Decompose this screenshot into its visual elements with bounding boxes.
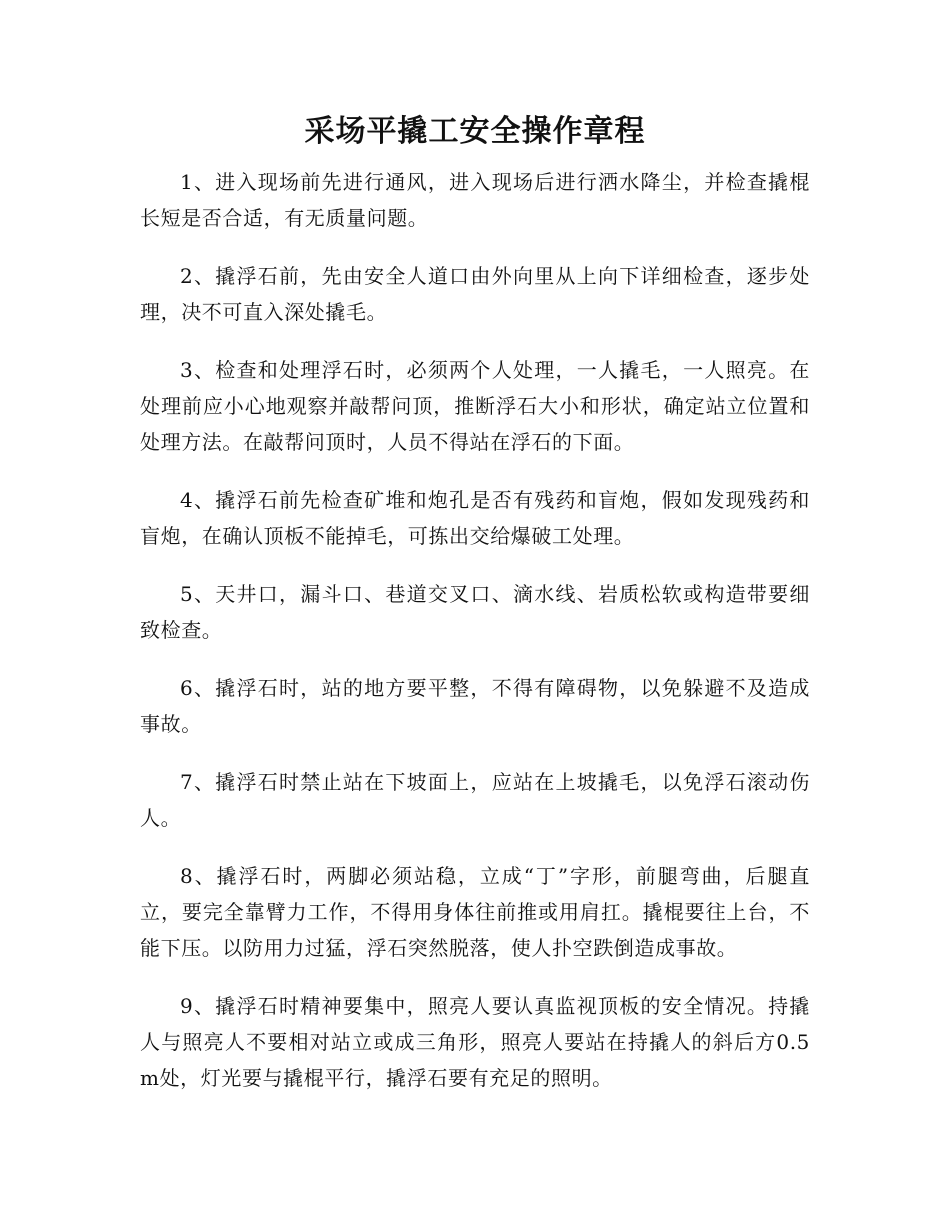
- paragraph-6: 6、撬浮石时，站的地方要平整，不得有障碍物，以免躲避不及造成事故。: [140, 676, 810, 736]
- document-title: 采场平撬工安全操作章程: [304, 114, 646, 149]
- paragraph-8: 8、撬浮石时，两脚必须站稳，立成“丁”字形，前腿弯曲，后腿直立，要完全靠臂力工作，不得用身体往前推或用肩扛。撬棍要往上台，不能下压。以防用力过猛，浮石突然脱落，使人扑空跌倒造成事故。: [140, 864, 810, 960]
- paragraph-2: 2、撬浮石前，先由安全人道口由外向里从上向下详细检查，逐步处理，决不可直入深处撬毛。: [140, 264, 810, 324]
- paragraph-9: 9、撬浮石时精神要集中，照亮人要认真监视顶板的安全情况。持撬人与照亮人不要相对站立或成三角形，照亮人要站在持撬人的斜后方0.5m处，灯光要与撬棍平行，撬浮石要有充足的照明。: [140, 994, 810, 1090]
- paragraph-1: 1、进入现场前先进行通风，进入现场后进行洒水降尘，并检查撬棍长短是否合适，有无质量问题。: [140, 170, 810, 230]
- paragraph-7: 7、撬浮石时禁止站在下坡面上，应站在上坡撬毛，以免浮石滚动伤人。: [140, 770, 810, 830]
- paragraph-4: 4、撬浮石前先检查矿堆和炮孔是否有残药和盲炮，假如发现残药和盲炮，在确认顶板不能掉毛，可拣出交给爆破工处理。: [140, 488, 810, 548]
- paragraph-3: 3、检查和处理浮石时，必须两个人处理，一人撬毛，一人照亮。在处理前应小心地观察并敲帮问顶，推断浮石大小和形状，确定站立位置和处理方法。在敲帮问顶时，人员不得站在浮石的下面。: [140, 358, 810, 454]
- document-body: [140, 164, 810, 1118]
- paragraph-5: 5、天井口，漏斗口、巷道交叉口、滴水线、岩质松软或构造带要细致检查。: [140, 582, 810, 642]
